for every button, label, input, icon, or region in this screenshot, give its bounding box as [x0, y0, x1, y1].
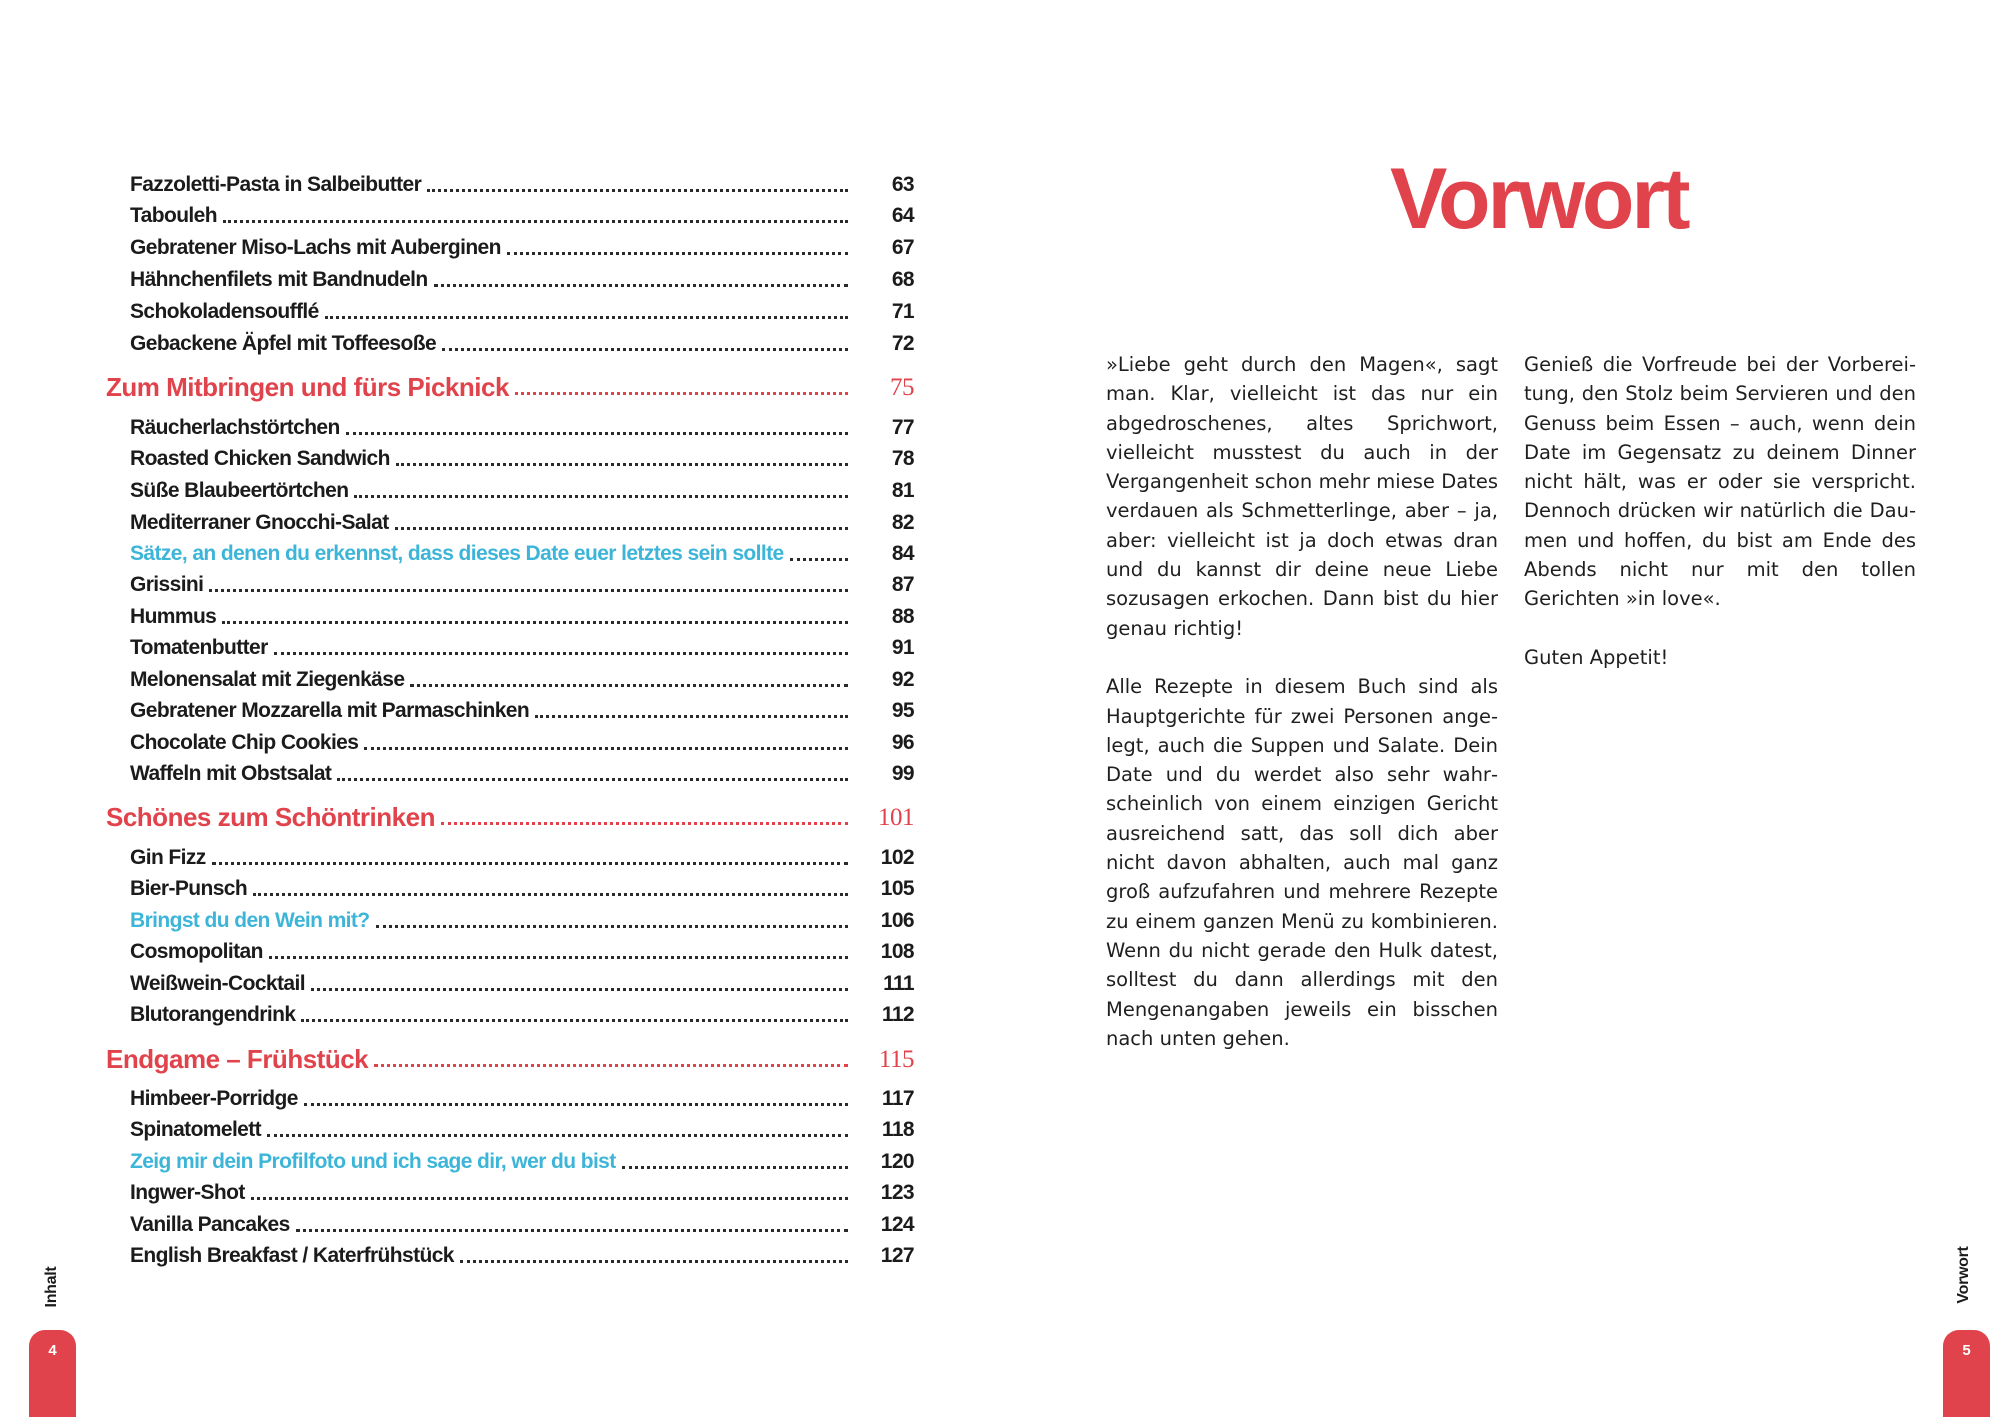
toc-dot-leader — [304, 1103, 848, 1106]
toc-page-number: 124 — [880, 1213, 914, 1236]
toc-page-number: 96 — [891, 731, 914, 754]
toc-entry-title: Weißwein-Cocktail — [130, 972, 305, 995]
toc-dot-leader — [296, 1229, 848, 1232]
preface-paragraph-4: Guten Appetit! — [1524, 645, 1669, 669]
toc-entry-title: Cosmopolitan — [130, 940, 263, 963]
preface-column-2 — [1524, 350, 1916, 870]
toc-page-number: 91 — [891, 636, 914, 659]
toc-entry — [130, 194, 914, 226]
toc-entry-title: Schönes zum Schöntrinken — [106, 802, 435, 832]
toc-entry-title: Melonensalat mit Ziegenkäse — [130, 668, 405, 691]
toc-dot-leader — [410, 684, 848, 687]
toc-page-number: 72 — [891, 332, 914, 355]
toc-entry — [130, 626, 914, 658]
toc-dot-leader — [209, 589, 848, 592]
toc-dot-leader — [251, 1197, 848, 1200]
toc-entry — [130, 501, 914, 533]
toc-entry-title: Roasted Chicken Sandwich — [130, 447, 390, 470]
toc-entry-title: Chocolate Chip Cookies — [130, 731, 359, 754]
toc-dot-leader — [622, 1166, 848, 1169]
toc-entry-title: Vanilla Pancakes — [130, 1213, 290, 1236]
toc-entry — [130, 930, 914, 962]
toc-page-number: 64 — [891, 204, 914, 227]
toc-entry-title: Bier-Punsch — [130, 877, 248, 900]
toc-entry-title: Waffeln mit Obstsalat — [130, 762, 332, 785]
toc-entry — [130, 1203, 914, 1235]
toc-dot-leader — [442, 348, 848, 351]
toc-entry-title: Grissini — [130, 573, 204, 596]
page-number-left: 4 — [48, 1342, 57, 1359]
toc-page-number: 92 — [891, 668, 914, 691]
toc-entry-title: Spinatomelett — [130, 1118, 262, 1141]
toc-entry — [130, 290, 914, 322]
toc-dot-leader — [460, 1260, 848, 1263]
toc-dot-leader — [354, 495, 848, 498]
toc-page-number: 101 — [878, 804, 914, 831]
preface-column-1 — [1106, 350, 1498, 1050]
toc-entry-title: English Breakfast / Katerfrühstück — [130, 1244, 454, 1267]
toc-entry — [130, 993, 914, 1025]
toc-page-number: 95 — [891, 699, 914, 722]
toc-page-number: 75 — [890, 374, 914, 401]
page-number-right: 5 — [1962, 1342, 1971, 1359]
preface-paragraph-3: Genieß die Vorfreude bei der Vorbereitung, den Stolz beim Servieren und den Genuss beim Essen – auch, wenn dein Date im Gegensatz zu deinem Dinner nicht hält, was er oder sie verspricht. Dennoch drücken wir natürlich die Daumen und hoffen, du bist am Ende des Abends nicht nur mit den tollen Gerichten »in love«. — [1524, 353, 1916, 611]
toc-entry-title: Sätze, an denen du erkennst, dass dieses Date euer letztes sein sollte — [130, 542, 784, 565]
toc-dot-leader — [376, 925, 848, 928]
toc-dot-leader — [441, 822, 848, 825]
toc-page-number: 84 — [891, 542, 914, 565]
toc-dot-leader — [790, 558, 848, 561]
toc-dot-leader — [395, 527, 848, 530]
toc-page-number: 63 — [891, 173, 914, 196]
toc-entry — [130, 595, 914, 627]
toc-entry — [130, 836, 914, 868]
toc-dot-leader — [311, 988, 848, 991]
running-head-vorwort: Vorwort — [1955, 1246, 1972, 1304]
page-number-tab-right — [1943, 1330, 1990, 1417]
toc-entry — [130, 322, 914, 354]
toc-entry-title: Schokoladensoufflé — [130, 300, 319, 323]
toc-entry — [130, 689, 914, 721]
toc-entry — [130, 406, 914, 438]
toc-dot-leader — [212, 862, 848, 865]
toc-entry-title: Süße Blaubeertörtchen — [130, 479, 349, 502]
toc-feature-entry — [130, 899, 914, 931]
toc-page-number: 105 — [880, 877, 914, 900]
toc-dot-leader — [364, 747, 848, 750]
toc-dot-leader — [301, 1019, 848, 1022]
toc-dot-leader — [253, 893, 848, 896]
toc-page-number: 115 — [878, 1046, 914, 1073]
toc-page-number: 78 — [891, 447, 914, 470]
toc-entry — [130, 962, 914, 994]
preface-paragraph-1: »Liebe geht durch den Magen«, sagt man. Klar, vielleicht ist das nur ein abgedroschenes, altes Sprichwort, vielleicht musstest du auch in der Vergangenheit schon mehr miese Dates verdauen als Schmetterlinge, aber – ja, aber: vielleicht ist ja doch etwas dran und du kannst dir deine neue Liebe sozusagen erkochen. Dann bist du hier genau richtig! — [1106, 353, 1498, 640]
toc-entry-title: Himbeer-Porridge — [130, 1087, 298, 1110]
running-head-inhalt: Inhalt — [43, 1266, 60, 1308]
toc-entry — [130, 563, 914, 595]
toc-entry-title: Ingwer-Shot — [130, 1181, 245, 1204]
toc-entry-title: Gebackene Äpfel mit Toffeesoße — [130, 332, 437, 355]
toc-dot-leader — [267, 1134, 848, 1137]
toc-entry-title: Hummus — [130, 605, 217, 628]
toc-entry-title: Räucherlachstörtchen — [130, 416, 340, 439]
toc-page-number: 88 — [891, 605, 914, 628]
toc-entry-title: Bringst du den Wein mit? — [130, 909, 370, 932]
toc-entry — [130, 469, 914, 501]
preface-paragraph-2: Alle Rezepte in diesem Buch sind als Hauptgerichte für zwei Personen angelegt, auch die Suppen und Salate. Dein Date und du werdet also sehr wahrscheinlich von einem einzigen Gericht ausreichend satt, das soll dich aber nicht davon abhalten, auch mal ganz groß aufzufahren und mehrere Rezepte zu einem ganzen Menü zu kombinieren. Wenn du nicht gerade den Hulk datest, solltest du dann allerdings mit den Mengenangaben jeweils ein bisschen nach unten gehen. — [1106, 675, 1498, 1050]
toc-dot-leader — [269, 956, 848, 959]
toc-page-number: 108 — [880, 940, 914, 963]
toc-dot-leader — [535, 715, 848, 718]
toc-entry-title: Endgame – Frühstück — [106, 1044, 369, 1074]
toc-entry-title: Gebratener Miso-Lachs mit Auberginen — [130, 236, 501, 259]
toc-page-number: 106 — [880, 909, 914, 932]
toc-entry-title: Tabouleh — [130, 204, 217, 227]
toc-entry-title: Mediterraner Gnocchi-Salat — [130, 511, 389, 534]
toc-page-number: 99 — [891, 762, 914, 785]
toc-entry — [130, 1234, 914, 1266]
toc-entry-title: Gin Fizz — [130, 846, 206, 869]
toc-feature-entry — [130, 1140, 914, 1172]
toc-dot-leader — [222, 621, 848, 624]
toc-section-heading — [106, 362, 914, 400]
toc-entry — [130, 721, 914, 753]
toc-page-number: 123 — [880, 1181, 914, 1204]
toc-page-number: 68 — [891, 268, 914, 291]
toc-entry — [130, 258, 914, 290]
toc-page-number: 120 — [880, 1150, 914, 1173]
toc-dot-leader — [507, 252, 848, 255]
toc-entry — [130, 752, 914, 784]
toc-dot-leader — [325, 316, 848, 319]
toc-dot-leader — [427, 189, 848, 192]
toc-entry-title: Zum Mitbringen und fürs Picknick — [106, 372, 509, 402]
toc-entry — [130, 1171, 914, 1203]
toc-page-number: 127 — [880, 1244, 914, 1267]
toc-page-number: 71 — [891, 300, 914, 323]
toc-dot-leader — [374, 1064, 848, 1067]
toc-dot-leader — [346, 432, 848, 435]
toc-page-number: 87 — [891, 573, 914, 596]
toc-dot-leader — [337, 778, 848, 781]
toc-section-heading — [106, 792, 914, 830]
toc-entry-title: Tomatenbutter — [130, 636, 268, 659]
toc-feature-entry — [130, 532, 914, 564]
toc-page-number: 102 — [880, 846, 914, 869]
chapter-title: Vorwort — [1390, 151, 1688, 247]
toc-dot-leader — [223, 220, 848, 223]
toc-page-number: 67 — [891, 236, 914, 259]
toc-page-number: 112 — [881, 1003, 914, 1026]
toc-entry-title: Blutorangendrink — [130, 1003, 296, 1026]
toc-page-number: 118 — [881, 1118, 914, 1141]
toc-entry — [130, 437, 914, 469]
toc-entry — [130, 226, 914, 258]
toc-entry-title: Zeig mir dein Profilfoto und ich sage dir, wer du bist — [130, 1150, 616, 1173]
toc-entry-title: Fazzoletti-Pasta in Salbeibutter — [130, 173, 422, 196]
toc-page-number: 117 — [881, 1087, 914, 1110]
toc-page-number: 111 — [883, 972, 914, 995]
toc-page-number: 81 — [891, 479, 914, 502]
toc-entry — [130, 1077, 914, 1109]
toc-page-number: 77 — [891, 416, 914, 439]
toc-section-heading — [106, 1034, 914, 1072]
toc-dot-leader — [515, 392, 848, 395]
toc-dot-leader — [396, 463, 848, 466]
toc-entry-title: Gebratener Mozzarella mit Parmaschinken — [130, 699, 530, 722]
page-number-tab-left — [29, 1330, 76, 1417]
toc-dot-leader — [274, 652, 848, 655]
toc-entry — [130, 163, 914, 195]
toc-page-number: 82 — [891, 511, 914, 534]
toc-entry — [130, 867, 914, 899]
toc-entry-title: Hähnchenfilets mit Bandnudeln — [130, 268, 428, 291]
toc-entry — [130, 658, 914, 690]
toc-dot-leader — [434, 284, 848, 287]
toc-entry — [130, 1108, 914, 1140]
